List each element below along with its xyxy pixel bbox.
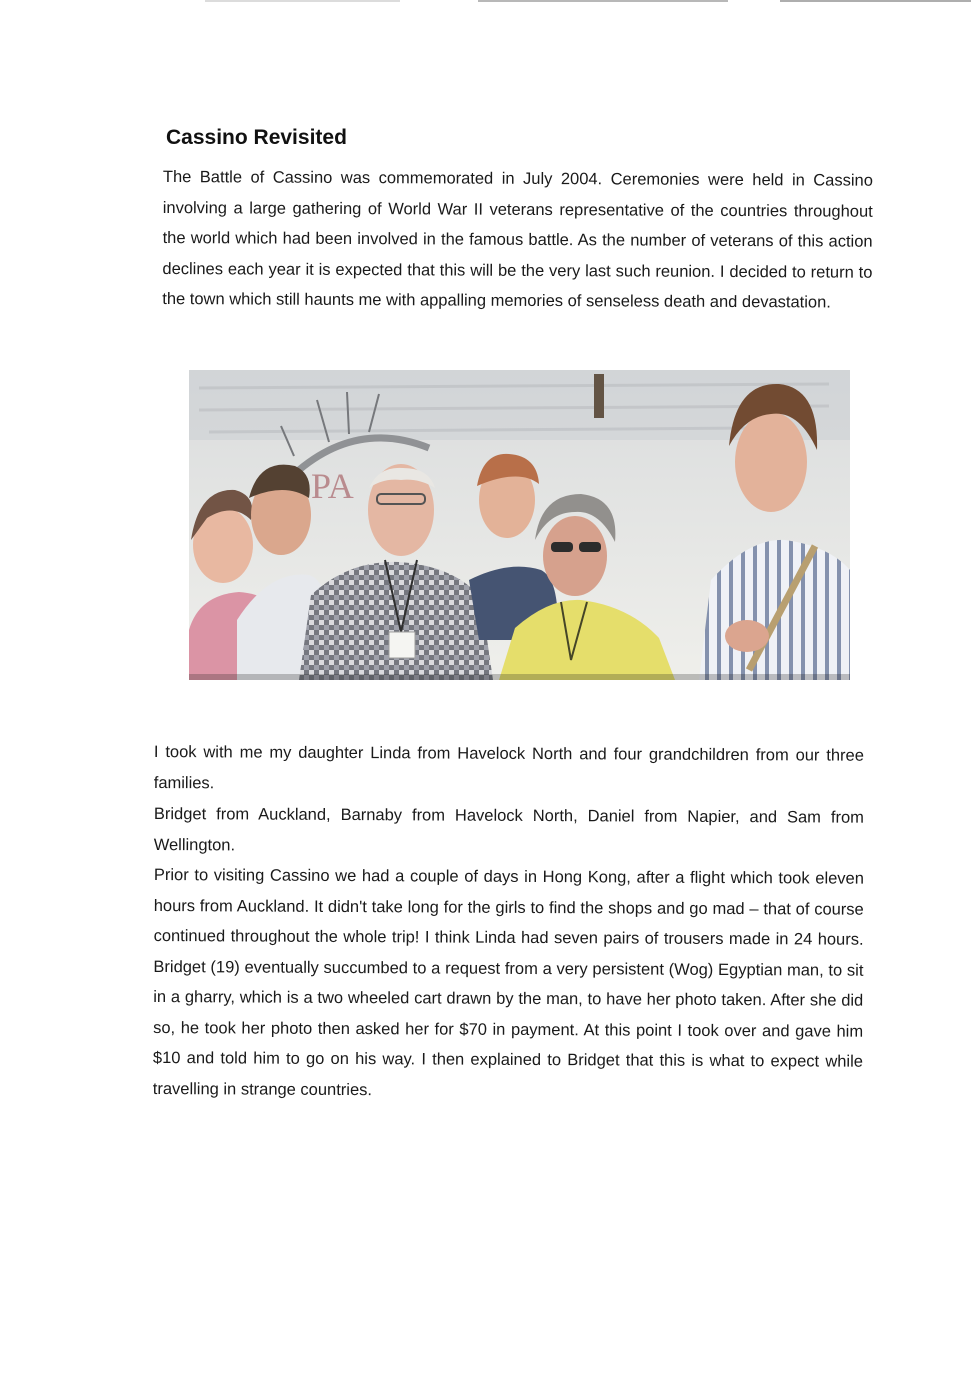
group-photo-illustration — [189, 370, 850, 680]
scan-artifact — [478, 0, 728, 2]
scan-artifact — [780, 0, 971, 2]
body-paragraph-1: I took with me my daughter Linda from Havelock North and four grandchildren from our three families. — [153, 742, 864, 792]
sign-text: PA — [311, 466, 354, 506]
group-photo — [189, 370, 850, 680]
body-paragraph-3: Prior to visiting Cassino we had a couple of days in Hong Kong, after a flight which took eleven hours from Auckland. It didn't take long for the girls to find the shops and go mad – that of course continued throughout the whole trip! I think Linda had seven pairs of trousers made in 24 hours. Bridget (19) eventually succumbed to a request from a very persistent (Wog) Egyptian man, to sit in a gharry, which is a two wheeled cart drawn by the man, to have her photo taken. After she did so, he took her photo then asked her for $70 in payment. At this point I took over and gave him $10 and told him to go on his way. I then explained to Bridget that this is what to expect while travelling in strange countries. — [152, 865, 864, 1099]
body-paragraph-2: Bridget from Auckland, Barnaby from Havelock North, Daniel from Napier, and Sam from Wellington. — [153, 804, 864, 854]
intro-paragraph: The Battle of Cassino was commemorated in July 2004. Ceremonies were held in Cassino involving a large gathering of World War II veterans representative of the countries throughout the world which had been involved in the famous battle. As the number of veterans of this action declines each year it is expected that this will be the very last such reunion. I decided to return to the town which still haunts me with appalling memories of senseless death and devastation. — [162, 167, 873, 312]
page-title: Cassino Revisited — [166, 126, 347, 149]
scan-artifact — [205, 0, 400, 2]
